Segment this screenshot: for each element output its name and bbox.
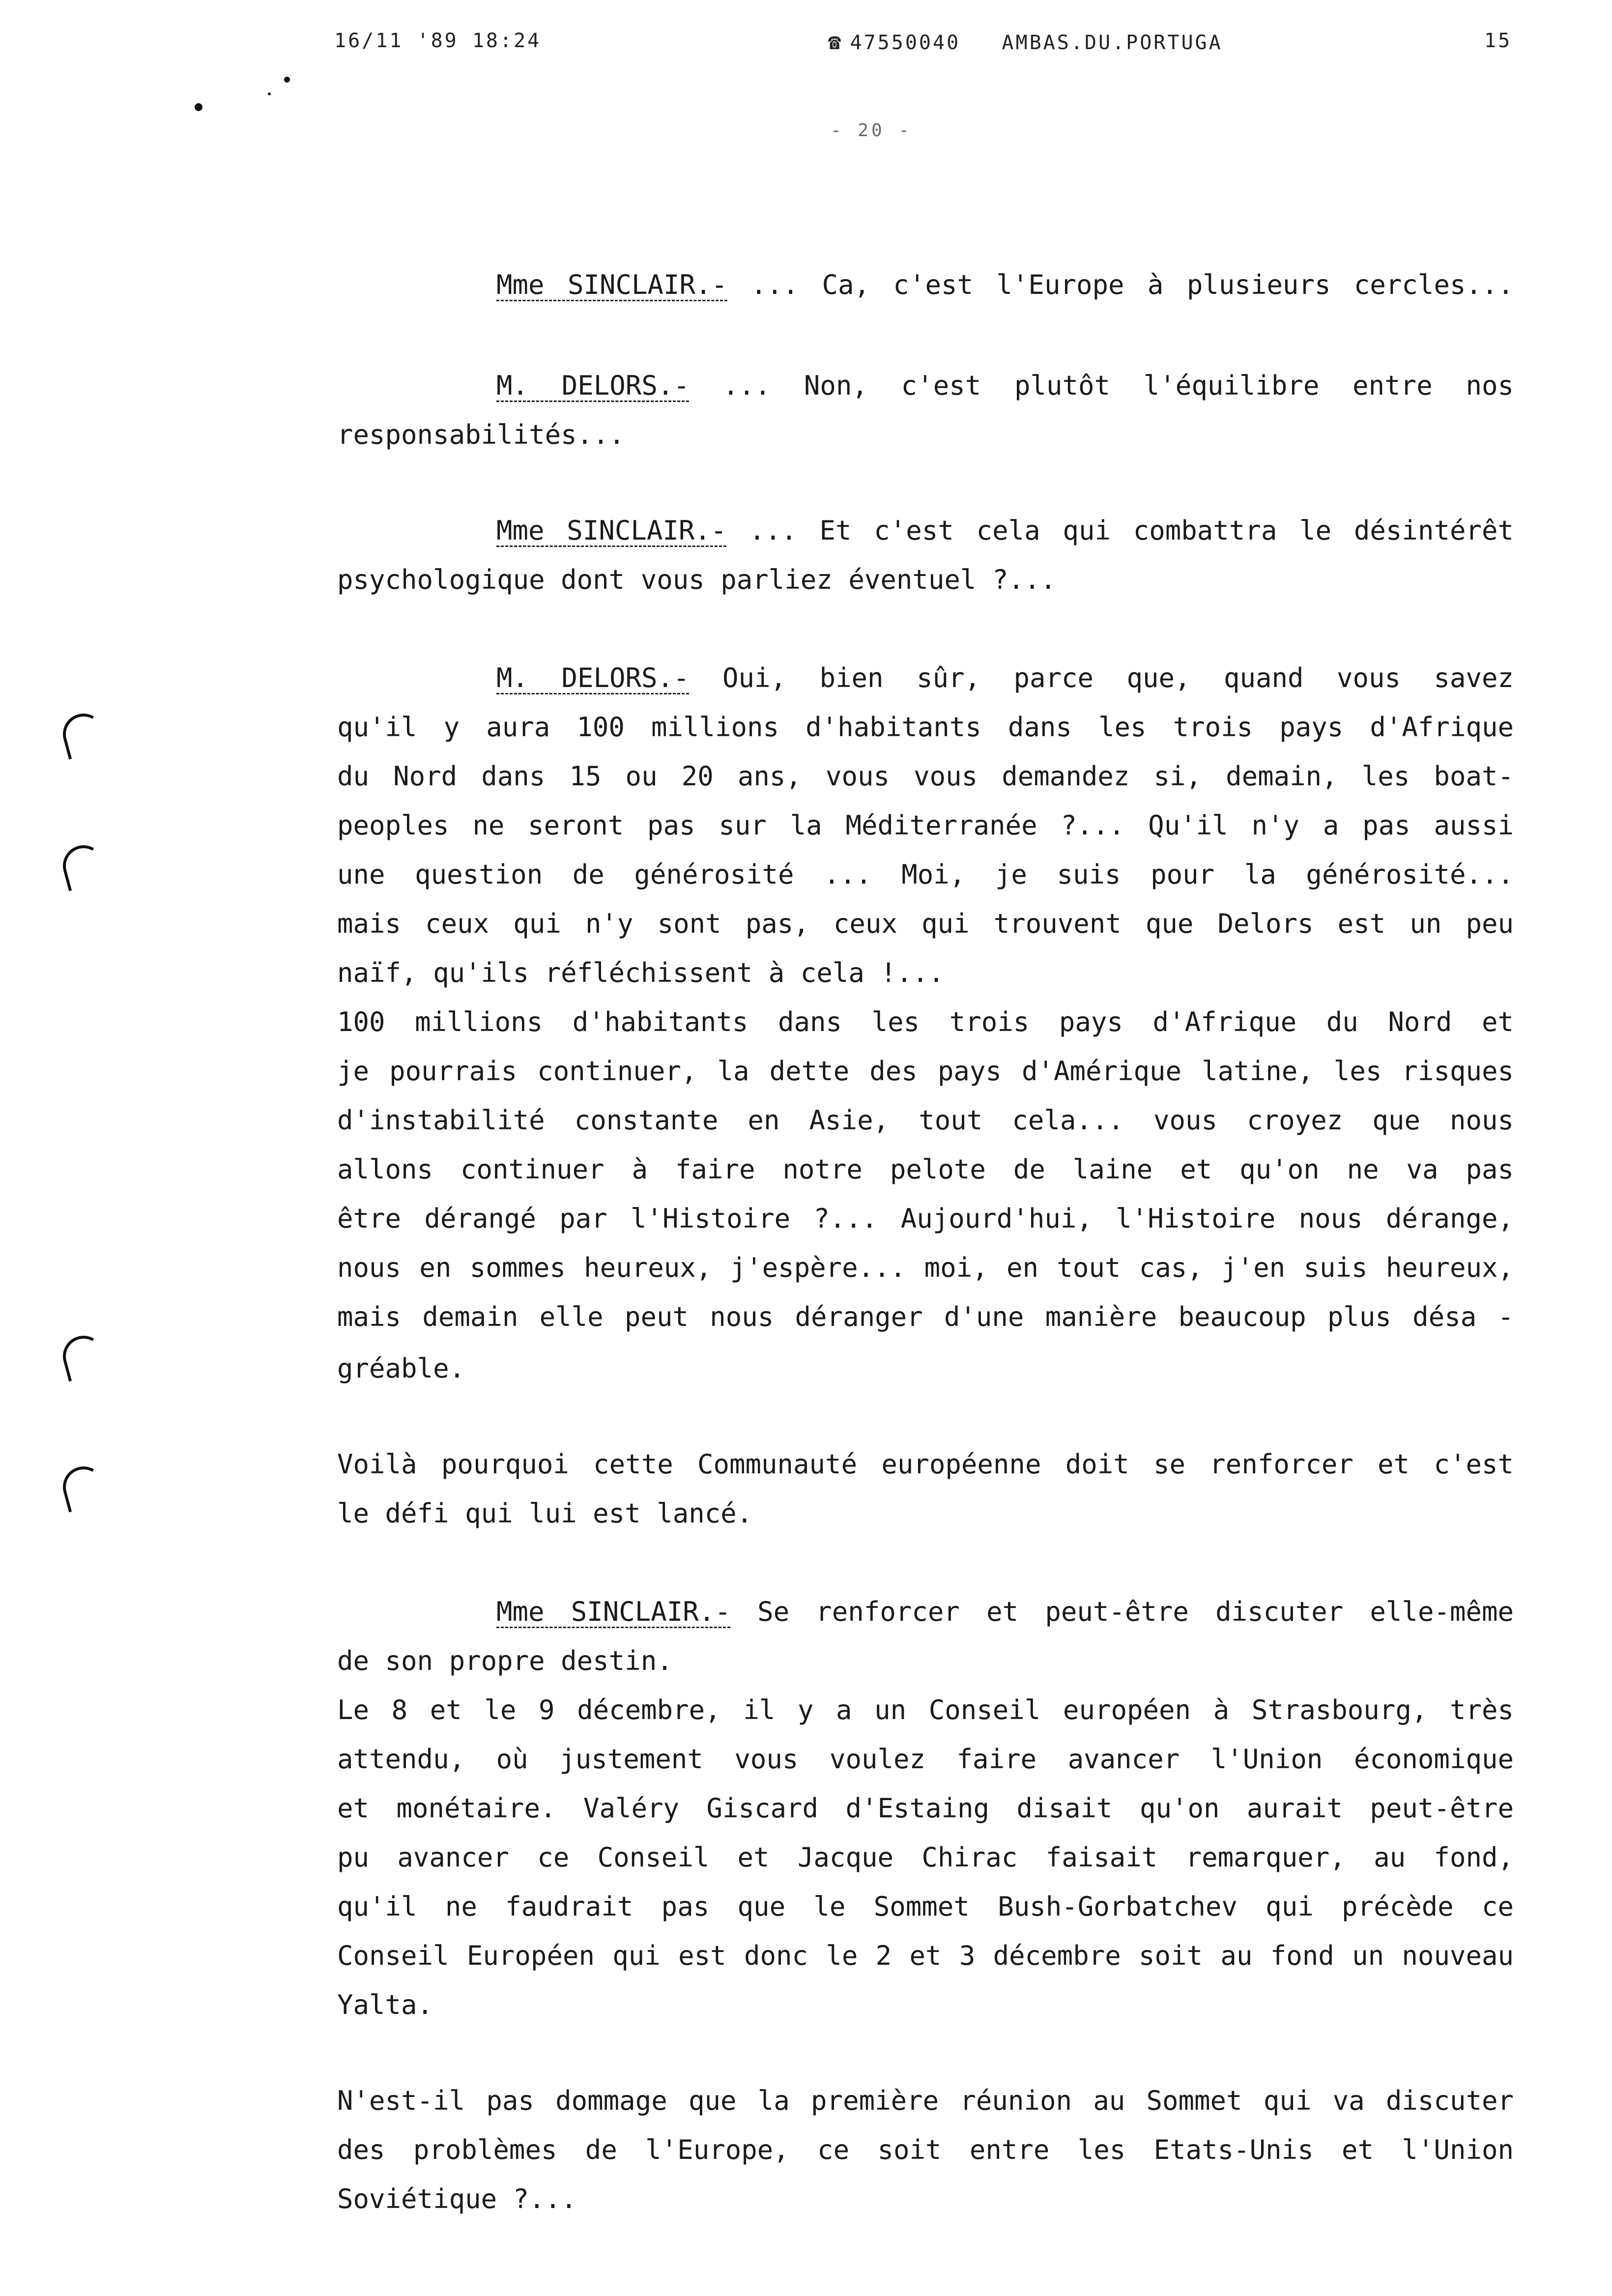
- speaker-name: M. DELORS.-: [496, 370, 690, 401]
- fax-sender-name: AMBAS.DU.PORTUGA: [1002, 31, 1223, 54]
- transcript-line: 100 millions d'habitants dans les trois pays d'Afrique du Nord et: [337, 1006, 1514, 1037]
- transcript-line: nous en sommes heureux, j'espère... moi, en tout cas, j'en suis heureux,: [337, 1252, 1514, 1283]
- fax-page-number: 15: [1484, 29, 1512, 52]
- transcript-line: Yalta.: [337, 1989, 433, 2020]
- transcript-line: allons continuer à faire notre pelote de laine et qu'on ne va pas: [337, 1154, 1514, 1185]
- transcript-line: M. DELORS.- Oui, bien sûr, parce que, quand vous savez: [496, 662, 1514, 693]
- speaker-name: Mme SINCLAIR.-: [496, 515, 727, 546]
- speaker-name: Mme SINCLAIR.-: [496, 269, 728, 300]
- transcript-line: Mme SINCLAIR.- Se renforcer et peut-être discuter elle-même: [496, 1596, 1514, 1627]
- telephone-icon: ☎: [828, 29, 843, 55]
- transcript-line: Mme SINCLAIR.- ... Ca, c'est l'Europe à plusieurs cercles...: [496, 269, 1514, 300]
- transcript-line: attendu, où justement vous voulez faire avancer l'Union économique: [337, 1744, 1514, 1775]
- transcript-line: Conseil Européen qui est donc le 2 et 3 décembre soit au fond un nouveau: [337, 1940, 1514, 1971]
- transcript-line: du Nord dans 15 ou 20 ans, vous vous demandez si, demain, les boat-: [337, 761, 1514, 792]
- transcript-line: une question de générosité ... Moi, je suis pour la générosité...: [337, 859, 1514, 890]
- transcript-line: pu avancer ce Conseil et Jacque Chirac faisait remarquer, au fond,: [337, 1842, 1514, 1873]
- page-marker: - 20 -: [831, 120, 913, 141]
- transcript-line: le défi qui lui est lancé.: [337, 1498, 753, 1529]
- transcript-line: et monétaire. Valéry Giscard d'Estaing disait qu'on aurait peut-être: [337, 1793, 1514, 1824]
- transcript-line: responsabilités...: [337, 419, 625, 450]
- fax-phone-number: 47550040: [850, 31, 961, 54]
- fax-date-time: 16/11 '89 18:24: [334, 29, 542, 52]
- transcript-line: qu'il ne faudrait pas que le Sommet Bush-Gorbatchev qui précède ce: [337, 1891, 1514, 1922]
- transcript-line: être dérangé par l'Histoire ?... Aujourd'hui, l'Histoire nous dérange,: [337, 1203, 1514, 1234]
- transcript-line: psychologique dont vous parliez éventuel ?...: [337, 564, 1056, 595]
- transcript-line: d'instabilité constante en Asie, tout cela... vous croyez que nous: [337, 1105, 1514, 1136]
- transcript-line: Le 8 et le 9 décembre, il y a un Conseil européen à Strasbourg, très: [337, 1694, 1514, 1725]
- transcript-line: des problèmes de l'Europe, ce soit entre les Etats-Unis et l'Union: [337, 2134, 1514, 2165]
- transcript-line: mais demain elle peut nous déranger d'une manière beaucoup plus désa -: [337, 1301, 1514, 1332]
- transcript-line: Soviétique ?...: [337, 2183, 577, 2214]
- transcript-line: Voilà pourquoi cette Communauté européenne doit se renforcer et c'est: [337, 1449, 1514, 1480]
- transcript-line: gréable.: [337, 1353, 465, 1384]
- speaker-name: Mme SINCLAIR.-: [496, 1596, 731, 1627]
- transcript-line: peoples ne seront pas sur la Méditerranée ?... Qu'il n'y a pas aussi: [337, 810, 1514, 841]
- transcript-line: qu'il y aura 100 millions d'habitants dans les trois pays d'Afrique: [337, 712, 1514, 743]
- transcript-line: mais ceux qui n'y sont pas, ceux qui trouvent que Delors est un peu: [337, 908, 1514, 939]
- transcript-line: N'est-il pas dommage que la première réunion au Sommet qui va discuter: [337, 2085, 1514, 2116]
- transcript-line: de son propre destin.: [337, 1645, 673, 1676]
- transcript-line: je pourrais continuer, la dette des pays d'Amérique latine, les risques: [337, 1056, 1514, 1087]
- transcript-line: Mme SINCLAIR.- ... Et c'est cela qui combattra le désintérêt: [496, 515, 1514, 546]
- transcript-line: M. DELORS.- ... Non, c'est plutôt l'équilibre entre nos: [496, 370, 1514, 401]
- transcript-line: naïf, qu'ils réfléchissent à cela !...: [337, 957, 945, 988]
- speaker-name: M. DELORS.-: [496, 662, 690, 693]
